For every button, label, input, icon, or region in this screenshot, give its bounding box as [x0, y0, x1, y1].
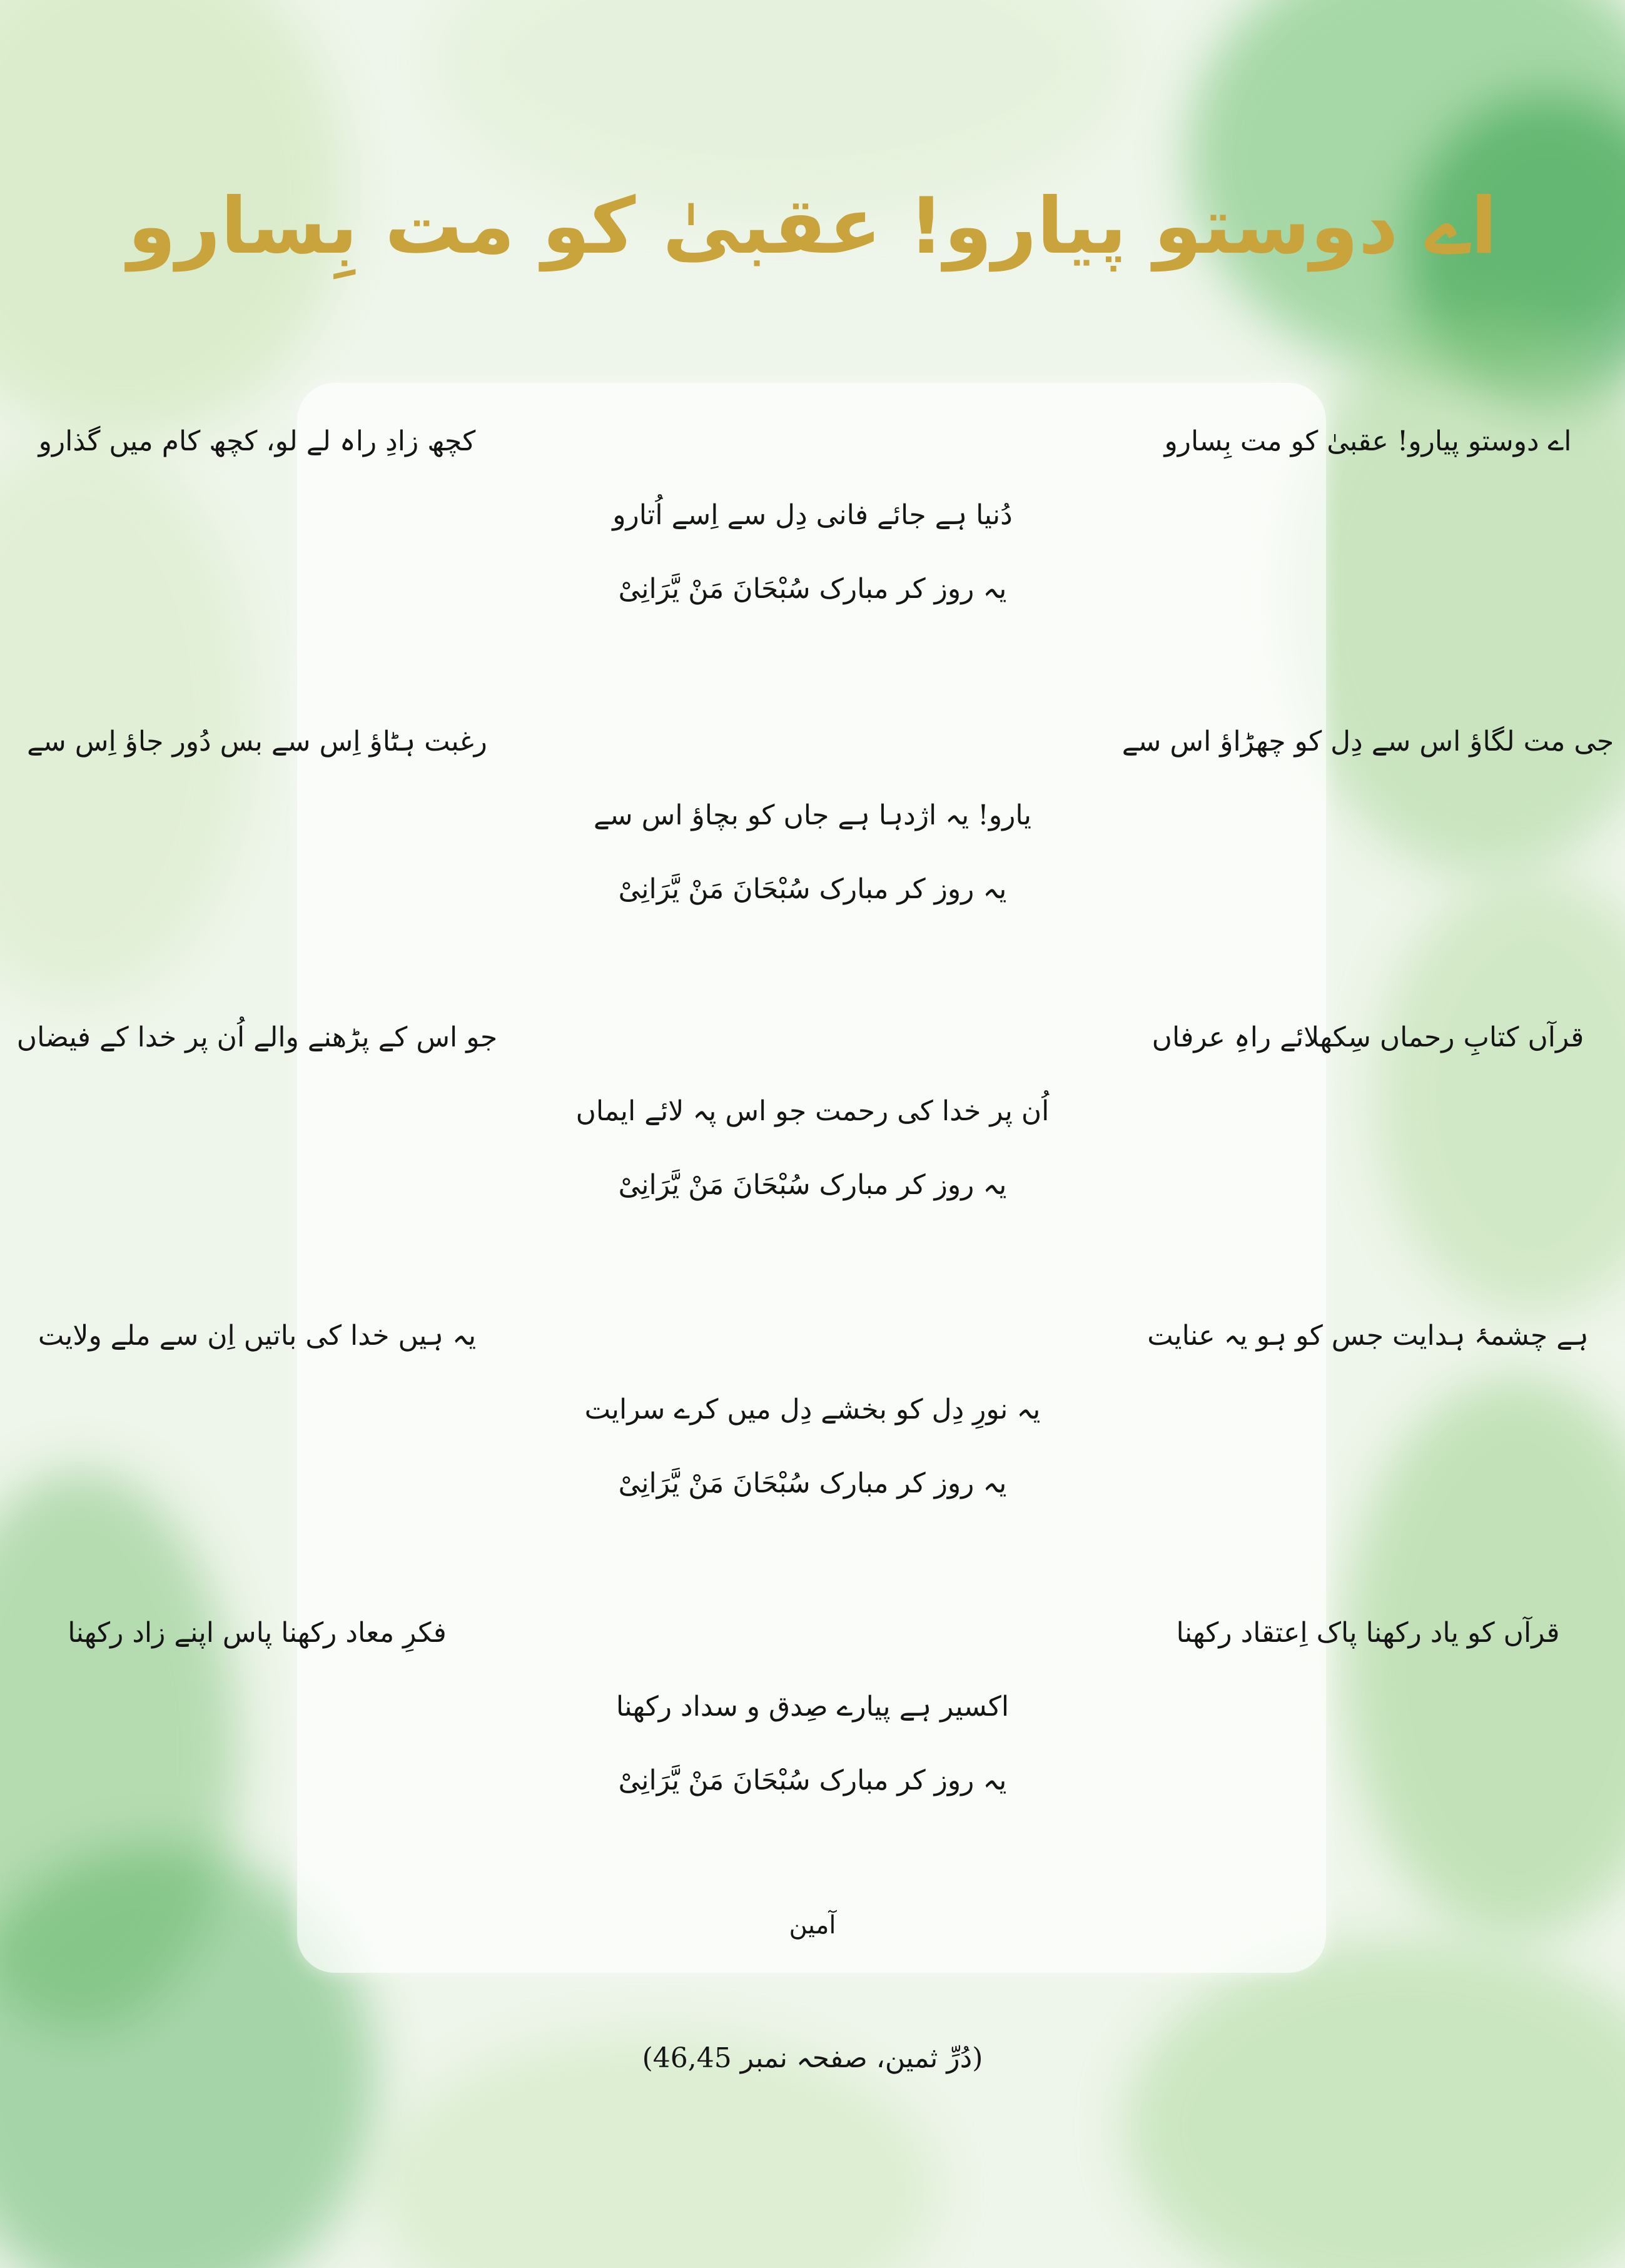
stanza-line: یہ نورِ دِل کو بخشے دِل میں کرے سرایت [584, 1394, 1041, 1425]
page-title: اے دوستو پیارو! عقبیٰ کو مت بِسارو [128, 181, 1497, 271]
source-reference: (دُرِّ ثمین، صفحہ نمبر 46,45) [642, 2042, 983, 2074]
refrain-line: یہ روز کر مبارک سُبْحَانَ مَنْ یَّرَانِیْ [618, 573, 1007, 605]
stanza-line: اُن پر خدا کی رحمت جو اس پہ لائے ایماں [575, 1095, 1050, 1127]
stanza-line: دُنیا ہے جائے فانی دِل سے اِسے اُتارو [612, 499, 1013, 531]
amen-text: آمین [789, 1911, 836, 1940]
stanza-line: فکرِ معاد رکھنا پاس اپنے زاد رکھنا [68, 1617, 447, 1649]
refrain-line: یہ روز کر مبارک سُبْحَانَ مَنْ یَّرَانِیْ [618, 1467, 1007, 1499]
refrain-line: یہ روز کر مبارک سُبْحَانَ مَنْ یَّرَانِیْ [618, 1169, 1007, 1201]
stanza-line: یارو! یہ اژدہا ہے جاں کو بچاؤ اس سے [593, 799, 1032, 831]
stanza-line: اکسیر ہے پیارے صِدق و سداد رکھنا [615, 1691, 1010, 1723]
refrain-line: یہ روز کر مبارک سُبْحَانَ مَنْ یَّرَانِیْ [618, 1764, 1007, 1796]
refrain-line: یہ روز کر مبارک سُبْحَانَ مَنْ یَّرَانِیْ [618, 873, 1007, 905]
stanza-line: جی مت لگاؤ اس سے دِل کو چھڑاؤ اس سے [1121, 726, 1614, 757]
stanza-line: جو اس کے پڑھنے والے اُن پر خدا کے فیضاں [16, 1021, 498, 1053]
stanza-line: رغبت ہٹاؤ اِس سے بس دُور جاؤ اِس سے [27, 726, 487, 757]
stanza-line: قرآں کو یاد رکھنا پاک اِعتقاد رکھنا [1176, 1617, 1560, 1649]
stanza-line: کچھ زادِ راہ لے لو، کچھ کام میں گذارو [38, 425, 476, 457]
stanza-line: ہے چشمۂ ہدایت جس کو ہو یہ عنایت [1147, 1320, 1589, 1352]
stanza-line: اے دوستو پیارو! عقبیٰ کو مت بِسارو [1164, 425, 1572, 457]
stanza-line: قرآں کتابِ رحماں سِکھلائے راہِ عرفاں [1152, 1021, 1584, 1053]
stanza-line: یہ ہیں خدا کی باتیں اِن سے ملے ولایت [38, 1320, 477, 1352]
